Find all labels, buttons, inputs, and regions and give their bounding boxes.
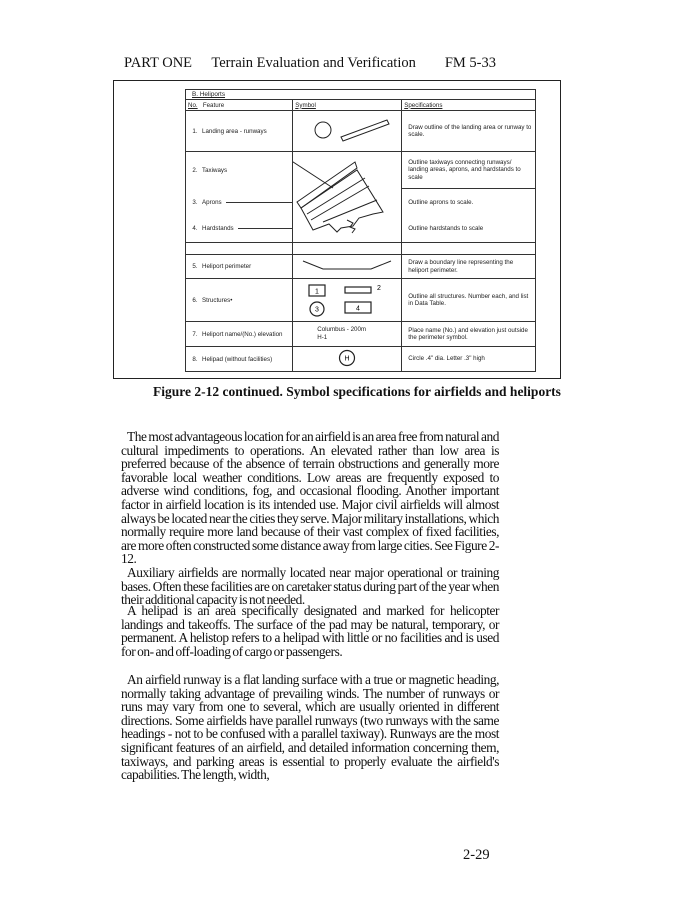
struct-2-label: 2 <box>377 285 382 292</box>
symbol-cell <box>293 279 402 322</box>
spec-cell: Place name (No.) and elevation just outside the perimeter symbol. <box>402 322 536 347</box>
feature-cell <box>186 111 293 152</box>
landing-area-symbol <box>293 111 401 149</box>
leader-line <box>226 202 294 203</box>
table-title-cell <box>186 90 536 100</box>
paragraph-text: The most advantageous location for an airfield is an area free from natural and cultural impediments to operations. An elevated rather than low area is preferred because of the absence of terrain obstructions and generally more favorable local weather conditions. Low areas are frequently exposed to adverse wind conditions, fog, and occasional flooding. Another important factor in airfield location is its intended use. Major civil airfields will almost always be located near the cities they serve. Major military installations, which normally require more land because of their vast complex of fixed facilities, are more often constructed some distance away from large cities. See Figure 2-12. <box>121 429 499 567</box>
row-no: 2. <box>192 166 198 174</box>
paragraph-text: Auxiliary airfields are normally located near major operational or training bases. Often these facilities are on caretaker status during part of the year when their additional capacity is not needed. <box>121 564 499 608</box>
symbol-cell <box>293 152 402 243</box>
row-feature: Hardstands <box>202 225 234 233</box>
col-header-spec <box>402 100 536 111</box>
col-header-feature <box>186 100 293 111</box>
symbol-cell <box>293 111 402 152</box>
row-feature: Heliport name/(No.) elevation <box>202 330 283 338</box>
leader-line <box>238 228 294 229</box>
row-no: 4. <box>192 225 198 233</box>
spec-cell: Circle .4" dia. Letter .3" high <box>402 347 536 372</box>
row-no: 8. <box>192 355 198 363</box>
row-feature: Heliport perimeter <box>202 263 252 270</box>
row-feature: Aprons <box>202 198 222 206</box>
spec-cell: Draw outline of the landing area or runway to scale. <box>402 111 536 152</box>
spec-cell: Outline hardstands to scale <box>402 215 536 242</box>
row-no: 3. <box>192 198 198 206</box>
helipad-letter: H <box>344 355 350 363</box>
col-symbol-label: Symbol <box>295 101 316 109</box>
row-feature: Structures• <box>202 296 233 304</box>
table-title-row <box>186 90 536 100</box>
row-feature: Helipad (without facilities) <box>202 355 273 363</box>
spec-cell: Outline aprons to scale. <box>402 189 536 215</box>
structures-symbol <box>293 279 401 319</box>
row-no: 6. <box>192 296 198 304</box>
paragraph-text: A helipad is an area specifically designated and marked for helicopter landings and takeoffs. The surface of the pad may be natural, temporary, or permanent. A helistop refers to a helipad with little or no facilities and is used for on- and off-loading of cargo or passengers. <box>121 603 499 659</box>
spacer-cell <box>186 243 293 255</box>
row-no: 5. <box>192 263 198 270</box>
feature-cell <box>186 347 293 372</box>
symbol-table <box>185 89 536 372</box>
col-header-symbol <box>293 100 402 111</box>
heliport-name-example: Columbus - 200m <box>317 326 367 333</box>
symbol-cell <box>293 347 402 372</box>
struct-1-label: 1 <box>315 288 320 296</box>
feature-cell <box>186 279 293 322</box>
table-title: B. Heliports <box>192 91 226 98</box>
col-no-label: No. <box>188 101 198 109</box>
feature-cell <box>186 189 293 215</box>
taxiway-apron-hardstand-symbol <box>293 152 401 240</box>
paragraph-helipad <box>121 604 499 658</box>
row-no: 7. <box>192 330 198 338</box>
heliport-number-example: H-1 <box>317 334 328 341</box>
header-left <box>124 55 432 72</box>
paragraph-airfield-location <box>121 430 499 607</box>
feature-cell <box>186 322 293 347</box>
row-feature: Landing area - runways <box>202 127 267 135</box>
paragraph-runway <box>121 673 499 782</box>
perimeter-symbol <box>293 255 401 276</box>
figure-caption: Figure 2-12 continued. Symbol specifications for airfields and heliports <box>153 384 561 399</box>
table-header-row <box>186 100 536 111</box>
symbol-cell <box>293 255 402 279</box>
header-part: PART ONE <box>124 55 193 71</box>
feature-cell <box>186 215 293 242</box>
spacer-cell <box>293 243 402 255</box>
feature-cell <box>186 255 293 279</box>
row-feature: Taxiways <box>202 166 228 174</box>
page-number: 2-29 <box>463 847 490 863</box>
table-spacer-row <box>186 243 536 255</box>
header-section: Terrain Evaluation and Verification <box>211 55 416 71</box>
row-no: 1. <box>192 127 198 135</box>
col-spec-label: Specifications <box>404 101 443 109</box>
spec-cell: Outline all structures. Number each, and list in Data Table. <box>402 279 536 322</box>
table-row <box>186 111 536 152</box>
table-row <box>186 255 536 279</box>
running-header <box>124 55 496 72</box>
table-row <box>186 152 536 189</box>
table-row <box>186 279 536 322</box>
table-row <box>186 322 536 347</box>
helipad-symbol <box>293 347 401 369</box>
header-manual: FM 5-33 <box>444 55 496 71</box>
spec-cell: Outline taxiways connecting runways/ landing areas, aprons, and hardstands to scale <box>402 152 536 189</box>
struct-4-label: 4 <box>356 305 361 313</box>
col-feature-label: Feature <box>202 101 225 109</box>
feature-cell <box>186 152 293 189</box>
spec-cell: Draw a boundary line representing the heliport perimeter. <box>402 255 536 279</box>
figure-frame <box>113 80 561 379</box>
spacer-cell <box>402 243 536 255</box>
table-row <box>186 347 536 372</box>
symbol-cell <box>293 322 402 347</box>
paragraph-text: An airfield runway is a flat landing surface with a true or magnetic heading, normally taking advantage of prevailing winds. The number of runways or runs may vary from one to several, which are usually oriented in different directions. Some airfields have parallel runways (two runways with the same headings - not to be confused with a parallel taxiway). Runways are the most significant features of an airfield, and detailed information concerning them, taxiways, and parking areas is essential to properly evaluate the airfield's capabilities. The length, width, <box>121 672 499 783</box>
struct-3-label: 3 <box>315 306 320 314</box>
